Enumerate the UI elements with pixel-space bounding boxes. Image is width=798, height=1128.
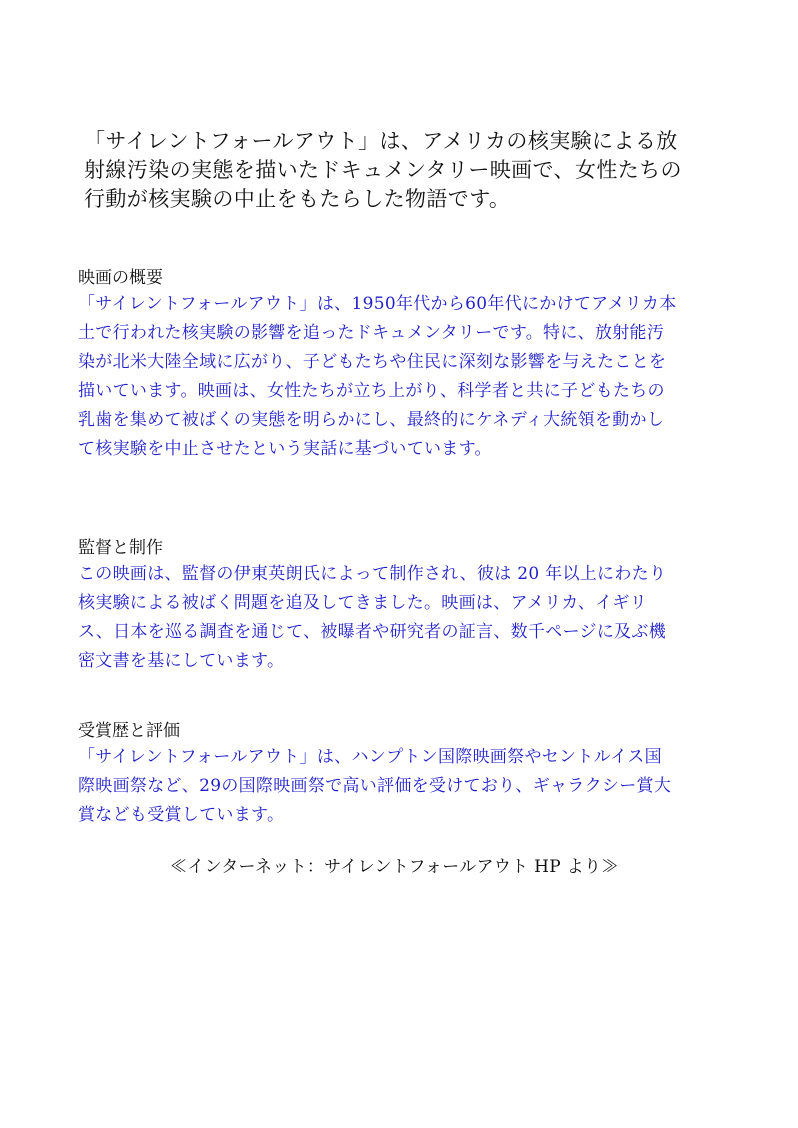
section-body-overview: 「サイレントフォールアウト」は、1950年代から60年代にかけてアメリカ本土で行われた核実験の影響を追ったドキュメンタリーです。特に、放射能汚染が北米大陸全域に広がり、子どもたちや住民に深刻な影響を与えたことを描いています。映画は、女性たちが立ち上がり、科学者と共に子どもたちの乳歯を集めて被ばくの実態を明らかにし、最終的にケネディ大統領を動かして核実験を中止させたという実話に基づいています。 xyxy=(78,294,677,459)
section-body-awards: 「サイレントフォールアウト」は、ハンプトン国際映画祭やセントルイス国際映画祭など、29の国際映画祭で高い評価を受けており、ギャラクシー賞大賞なども受賞しています。 xyxy=(78,747,672,825)
source-citation: ≪インターネット：サイレントフォールアウト HP より≫ xyxy=(170,857,619,877)
section-overview xyxy=(78,266,678,464)
section-director xyxy=(78,536,678,676)
section-awards xyxy=(78,719,678,830)
section-heading-director: 監督と制作 xyxy=(78,538,163,558)
lead-paragraph: 「サイレントフォールアウト」は、アメリカの核実験による放射線汚染の実態を描いたドキュメンタリー映画で、女性たちの行動が核実験の中止をもたらした物語です。 xyxy=(84,129,682,211)
section-body-director: この映画は、監督の伊東英朗氏によって制作され、彼は 20 年以上にわたり核実験による被ばく問題を追及してきました。映画は、アメリカ、イギリス、日本を巡る調査を通じて、被曝者や研究者の証言、数千ページに及ぶ機密文書を基にしています。 xyxy=(78,564,667,671)
section-heading-awards: 受賞歴と評価 xyxy=(78,721,180,741)
section-heading-overview: 映画の概要 xyxy=(78,268,163,288)
